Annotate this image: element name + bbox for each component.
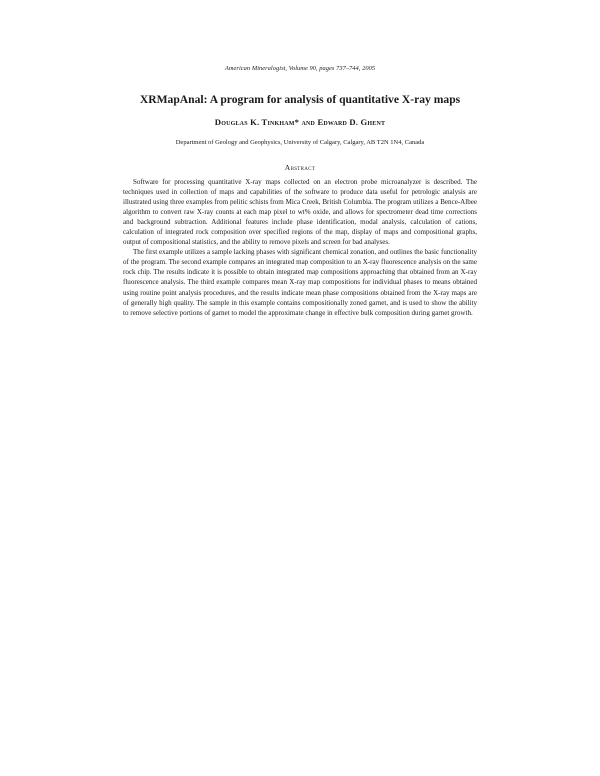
running-head: American Mineralogist, Volume 90, pages 737–744, 2005 xyxy=(224,65,376,72)
author-list: Douglas K. Tinkham* and Edward D. Ghent xyxy=(214,117,386,127)
article-title: XRMapAnal: A program for analysis of quantitative X-ray maps xyxy=(139,93,461,106)
abstract-heading: Abstract xyxy=(284,163,316,172)
author-affiliation: Department of Geology and Geophysics, University of Calgary, Calgary, AB T2N 1N4, Canada xyxy=(175,139,425,146)
abstract-paragraph-1: Software for processing quantitative X-ray maps collected on an electron probe microanalyzer is described. The techniques used in collection of maps and capabilities of the software to produce data useful for petrologic analysis are illustrated using three examples from pelitic schists from Mica Creek, British Columbia. The program utilizes a Bence-Albee algorithm to convert raw X-ray counts at each map pixel to wt% oxide, and allows for spectrometer dead time corrections and background subtraction. Additional features include phase identification, modal analysis, calculation of cations, calculation of integrated rock composition over specified regions of the map, display of maps and compositional graphs, output of compositional statistics, and the ability to remove pixels and screen for bad analyses. xyxy=(123,178,477,247)
abstract-body xyxy=(123,177,477,318)
abstract-paragraph-2: The first example utilizes a sample lacking phases with significant chemical zonation, and outlines the basic functionality of the program. The second example compares an integrated map composition to an X-ray fluorescence analysis on the same rock chip. The results indicate it is possible to obtain integrated map compositions approaching that obtained from an X-ray fluorescence analysis. The third example compares mean X-ray map compositions for individual phases to means obtained using routine point analysis procedures, and the results indicate mean phase compositions obtained from the X-ray maps are of generally high quality. The sample in this example contains compositionally zoned garnet, and is used to show the ability to remove selective portions of garnet to model the approximate change in effective bulk composition during garnet growth. xyxy=(123,248,477,317)
